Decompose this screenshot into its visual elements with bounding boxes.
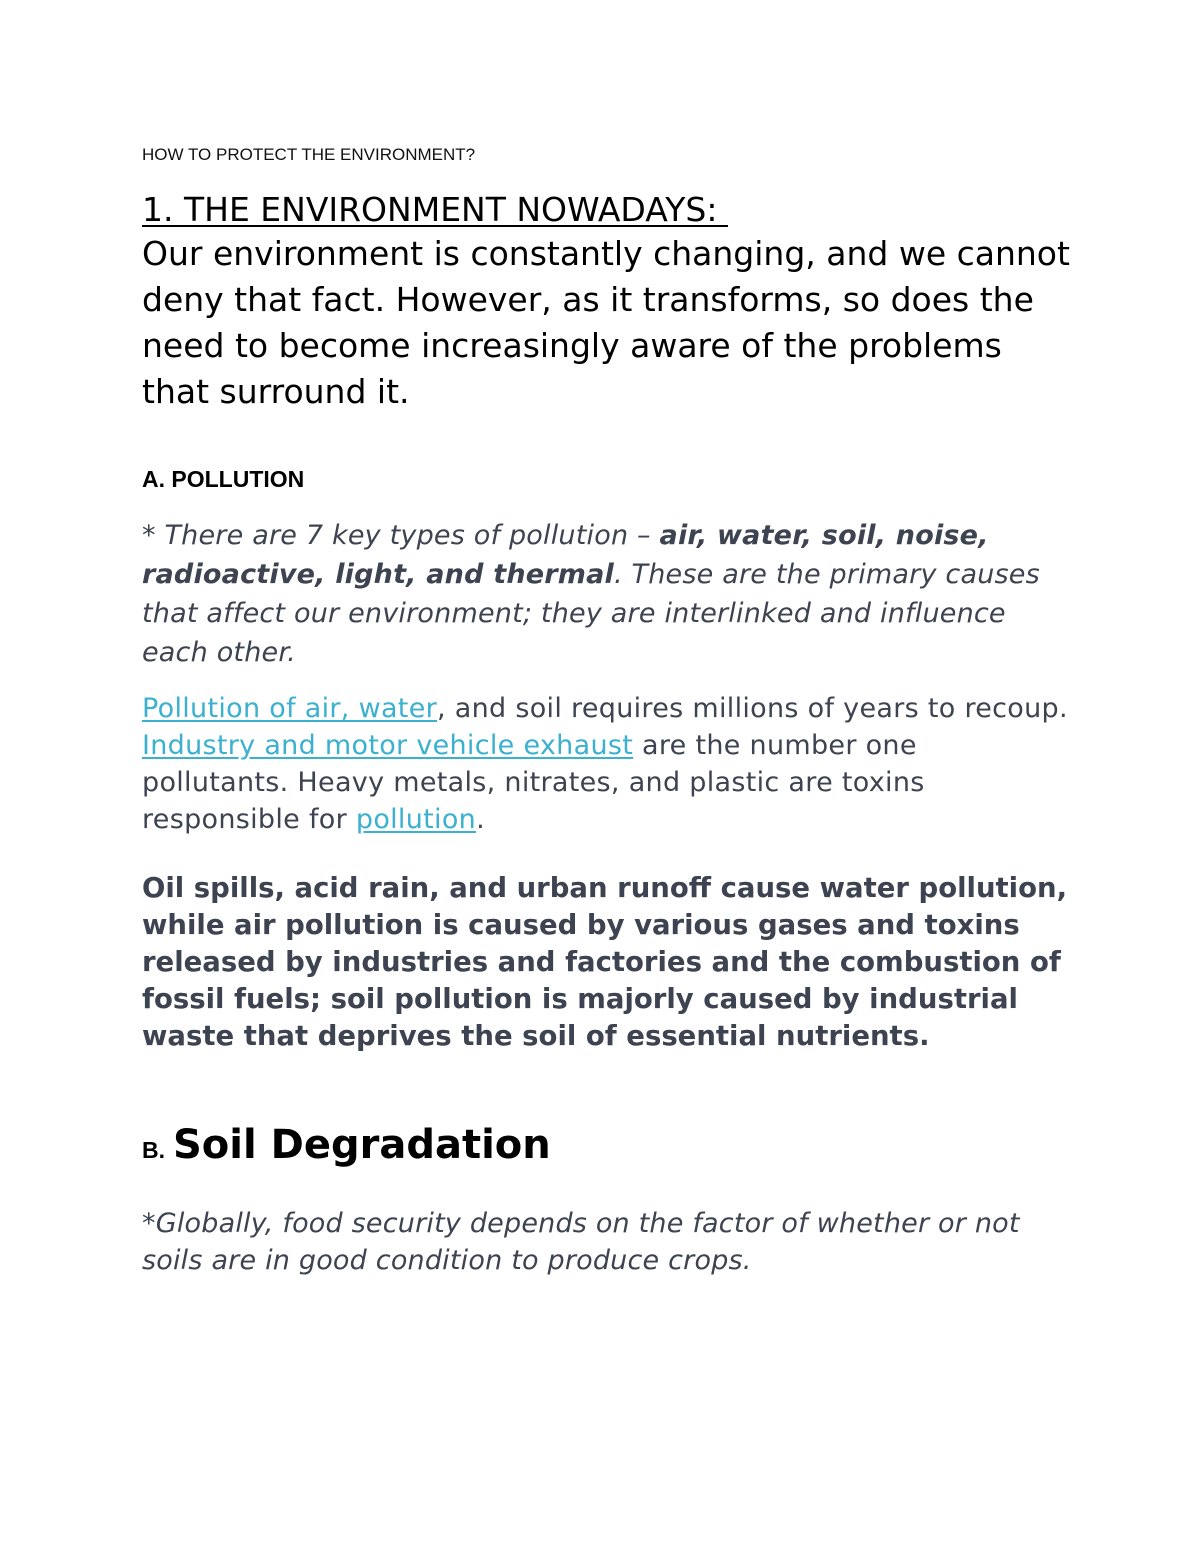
recoup-text-2: are the number one pollutants. Heavy metals, nitrates, and plastic are toxins responsible for <box>142 730 925 835</box>
section-heading-environment-nowadays: 1. THE ENVIRONMENT NOWADAYS: <box>142 190 728 229</box>
document-title: HOW TO PROTECT THE ENVIRONMENT? <box>142 145 476 164</box>
link-pollution[interactable]: pollution <box>355 804 477 835</box>
recoup-text-1: , and soil requires millions of years to recoup. <box>437 693 1068 724</box>
subheading-soil-degradation <box>142 1122 551 1168</box>
pollution-causes-paragraph: Oil spills, acid rain, and urban runoff cause water pollution, while air pollution is caused by various gases and toxins released by industries and factories and the combustion of fossil fuels; soil pollution is majorly caused by industrial waste that deprives the soil of essential nutrients. <box>142 872 1068 1052</box>
pollution-types-lead: * There are 7 key types of pollution – <box>142 520 660 551</box>
link-pollution-air-water[interactable]: Pollution of air, water <box>142 693 438 724</box>
subheading-pollution: A. POLLUTION <box>142 466 305 492</box>
intro-paragraph: Our environment is constantly changing, and we cannot deny that fact. However, as it transforms, so does the need to become increasingly aware of the problems that surround it. <box>142 234 1070 411</box>
pollution-types-list: air, water, soil, noise, radioactive, light, and thermal <box>142 520 989 590</box>
recoup-text-3: . <box>476 804 485 835</box>
subheading-b-letter: B. <box>142 1137 165 1163</box>
pollution-types-paragraph <box>142 516 1072 672</box>
subheading-b-title: Soil Degradation <box>173 1122 551 1168</box>
pollution-types-tail: . These are the primary causes that affect our environment; they are interlinked and influence each other. <box>142 559 1040 668</box>
food-security-paragraph: *Globally, food security depends on the factor of whether or not soils are in good condition to produce crops. <box>142 1208 1020 1276</box>
pollution-recoup-paragraph <box>142 690 1072 838</box>
link-industry-exhaust[interactable]: Industry and motor vehicle exhaust <box>142 730 634 761</box>
